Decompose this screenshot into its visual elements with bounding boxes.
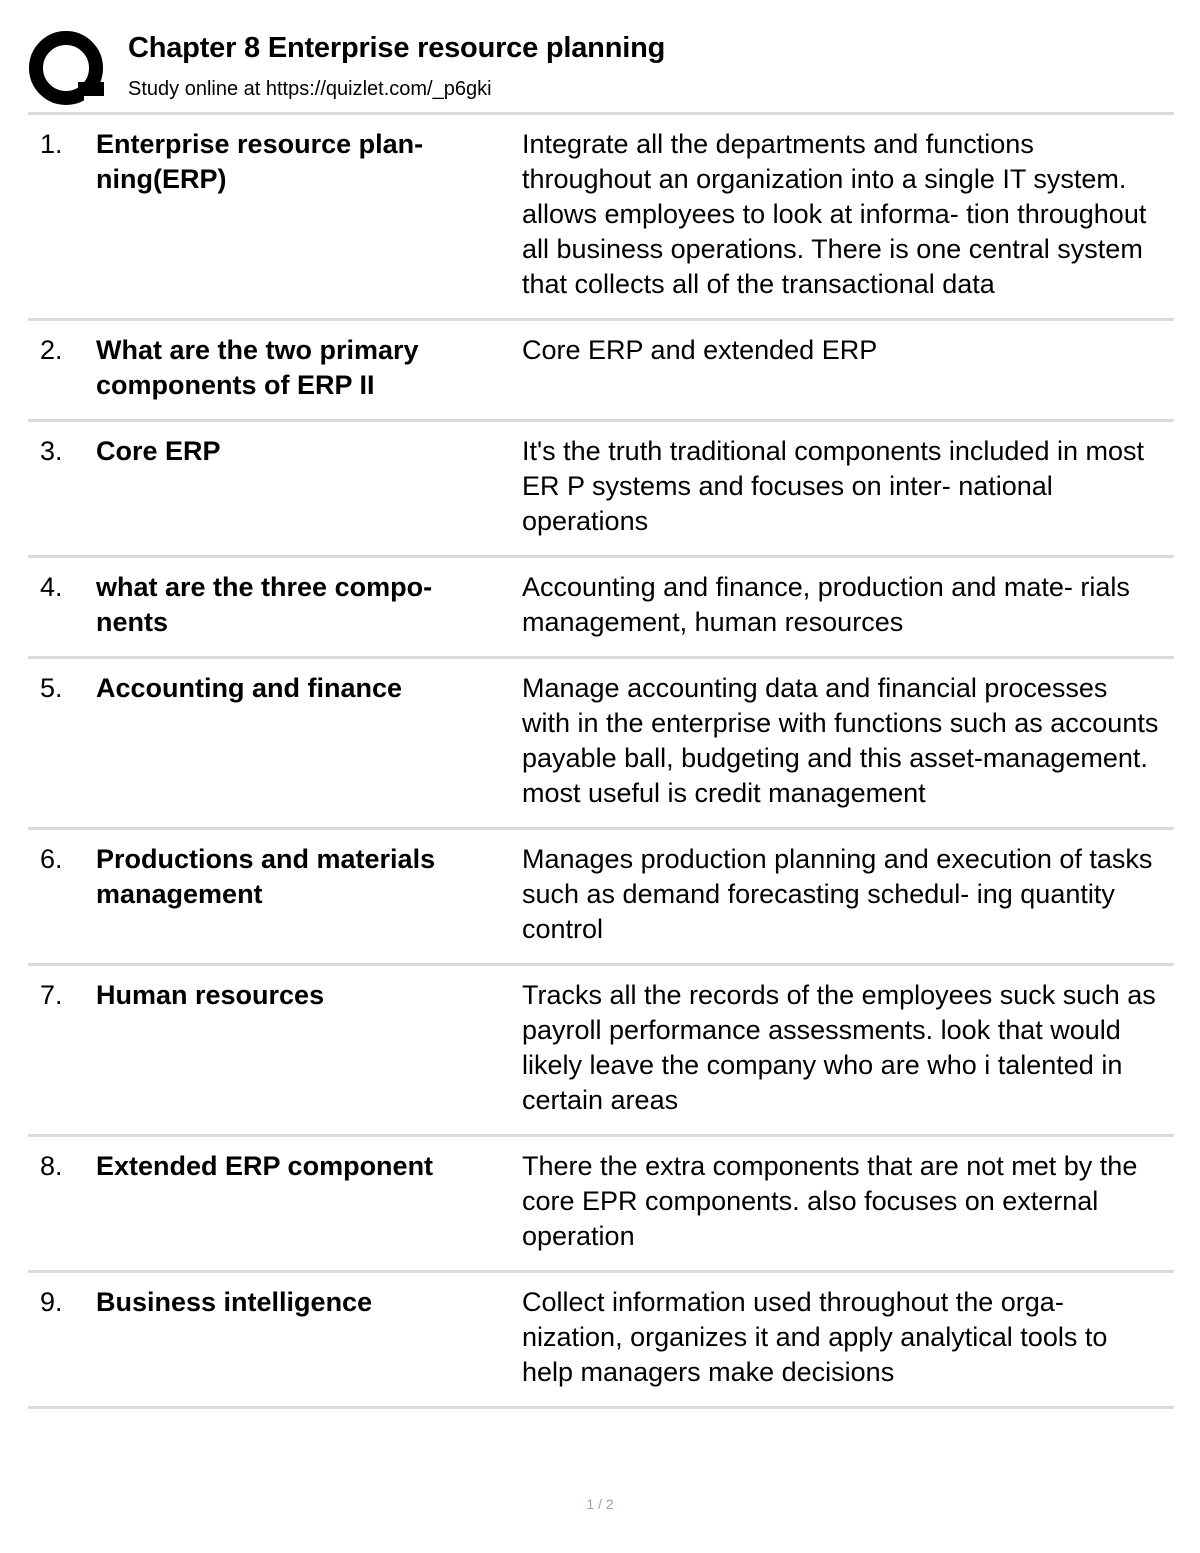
card-number: 2. [40,335,63,365]
card-term: Human resources [96,980,325,1010]
card-term: what are the three compo- nents [96,572,433,637]
card-term: What are the two primary components of ERP II [96,335,419,400]
flashcard-row [28,115,1174,321]
card-number: 9. [40,1287,63,1317]
flashcard-row [28,558,1174,659]
flashcard-row [28,1273,1174,1409]
card-term: Accounting and finance [96,673,403,703]
document-title: Chapter 8 Enterprise resource planning [128,32,666,64]
card-definition: Accounting and finance, production and mate- rials management, human resources [522,572,1130,637]
card-definition: Tracks all the records of the employees suck such as payroll performance assessments. look that would likely leave the company who are who i talented in certain areas [522,980,1156,1115]
card-definition: It's the truth traditional components included in most ER P systems and focuses on inter- national operations [522,436,1144,536]
flashcard-row [28,422,1174,558]
flashcard-row [28,966,1174,1137]
quizlet-logo-icon [28,30,108,110]
flashcard-list [28,115,1174,1409]
flashcard-row [28,321,1174,422]
card-number: 6. [40,844,63,874]
card-number: 8. [40,1151,63,1181]
card-definition: Integrate all the departments and functions throughout an organization into a single IT system. allows employees to look at informa- tion throughout all business operations. There is one central system that collects all of the transactional data [522,129,1147,299]
card-number: 3. [40,436,63,466]
card-definition: Manages production planning and execution of tasks such as demand forecasting schedul- ing quantity control [522,844,1153,944]
card-definition: Manage accounting data and financial processes with in the enterprise with functions such as accounts payable ball, budgeting and this asset-management. most useful is credit management [522,673,1159,808]
card-number: 1. [40,129,63,159]
page-number: 1 / 2 [586,1496,614,1512]
card-term: Productions and materials management [96,844,436,909]
card-term: Core ERP [96,436,221,466]
card-definition: There the extra components that are not met by the core EPR components. also focuses on external operation [522,1151,1138,1251]
card-definition: Core ERP and extended ERP [522,335,878,365]
card-term: Enterprise resource plan- ning(ERP) [96,129,424,194]
card-number: 7. [40,980,63,1010]
flashcard-row [28,659,1174,830]
card-definition: Collect information used throughout the orga- nization, organizes it and apply analytical tools to help managers make decisions [522,1287,1108,1387]
study-link-text: Study online at https://quizlet.com/_p6gki [128,78,492,100]
card-term: Business intelligence [96,1287,373,1317]
flashcard-row [28,830,1174,966]
card-number: 5. [40,673,63,703]
document-header [28,28,1174,110]
card-number: 4. [40,572,63,602]
flashcard-row [28,1137,1174,1273]
card-term: Extended ERP component [96,1151,434,1181]
